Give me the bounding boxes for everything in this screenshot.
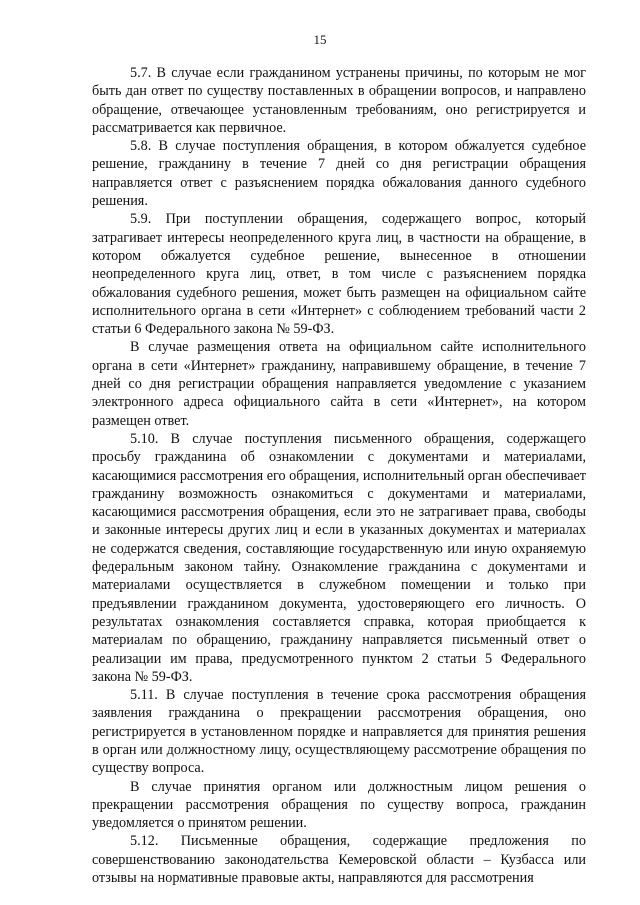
- paragraph-5-8: 5.8. В случае поступления обращения, в котором обжалуется судебное решение, гражданину в течение 7 дней со дня регистрации обращения направляется ответ с разъяснением порядка обжалования данного судебного решения.: [92, 138, 586, 210]
- paragraph-5-11-continued: В случае принятия органом или должностным лицом решения о прекращении рассмотрения обращения по существу вопроса, гражданин уведомляется о принятом решении.: [92, 778, 586, 832]
- paragraph-5-11: 5.11. В случае поступления в течение срока рассмотрения обращения заявления гражданина о прекращении рассмотрения обращения, оно регистрируется в установленном порядке и направляется для принятия решения в орган или должностному лицу, осуществляющему рассмотрение обращения по существу вопроса.: [92, 687, 586, 777]
- paragraph-5-9: 5.9. При поступлении обращения, содержащего вопрос, который затрагивает интересы неопределенного круга лиц, в частности на обращение, в котором обжалуется судебное решение, вынесенное в отношении неопределенного круга лиц, ответ, в том числе с разъяснением порядка обжалования судебного решения, может быть размещен на официальном сайте исполнительного органа в сети «Интернет» с соблюдением требований части 2 статьи 6 Федерального закона № 59-ФЗ.: [92, 211, 586, 338]
- page-number: 15: [313, 32, 327, 47]
- paragraph-5-7: 5.7. В случае если гражданином устранены причины, по которым не мог быть дан ответ по существу поставленных в обращении вопросов, и направлено обращение, отвечающее установленным требованиям, оно регистрируется и рассматривается как первичное.: [92, 65, 586, 136]
- paragraph-5-9-continued: В случае размещения ответа на официальном сайте исполнительного органа в сети «Интернет» гражданину, направившему обращение, в течение 7 дней со дня регистрации обращения направляется уведомление с указанием электронного адреса официального сайта в сети «Интернет», на котором размещен ответ.: [92, 339, 586, 429]
- paragraph-5-12: 5.12. Письменные обращения, содержащие предложения по совершенствованию законодательства Кемеровской области – Кузбасса или отзывы на нормативные правовые акты, направляются для рассмотрения: [92, 833, 586, 887]
- document-body: [92, 64, 586, 887]
- paragraph-5-10: 5.10. В случае поступления письменного обращения, содержащего просьбу гражданина об ознакомлении с документами и материалами, касающимися рассмотрения его обращения, исполнительный орган обеспечивает гражданину возможность ознакомиться с документами и материалами, касающимися рассмотрения обращения, если это не затрагивает права, свободы и законные интересы других лиц и если в указанных документах и материалах не содержатся сведения, составляющие государственную или иную охраняемую федеральным законом тайну. Ознакомление гражданина с документами и материалами осуществляется в служебном помещении и только при предъявлении гражданином документа, удостоверяющего его личность. О результатах ознакомления составляется справка, которая приобщается к материалам по обращению, гражданину направляется письменный ответ о реализации им права, предусмотренного пунктом 2 статьи 5 Федерального закона № 59-ФЗ.: [92, 430, 586, 685]
